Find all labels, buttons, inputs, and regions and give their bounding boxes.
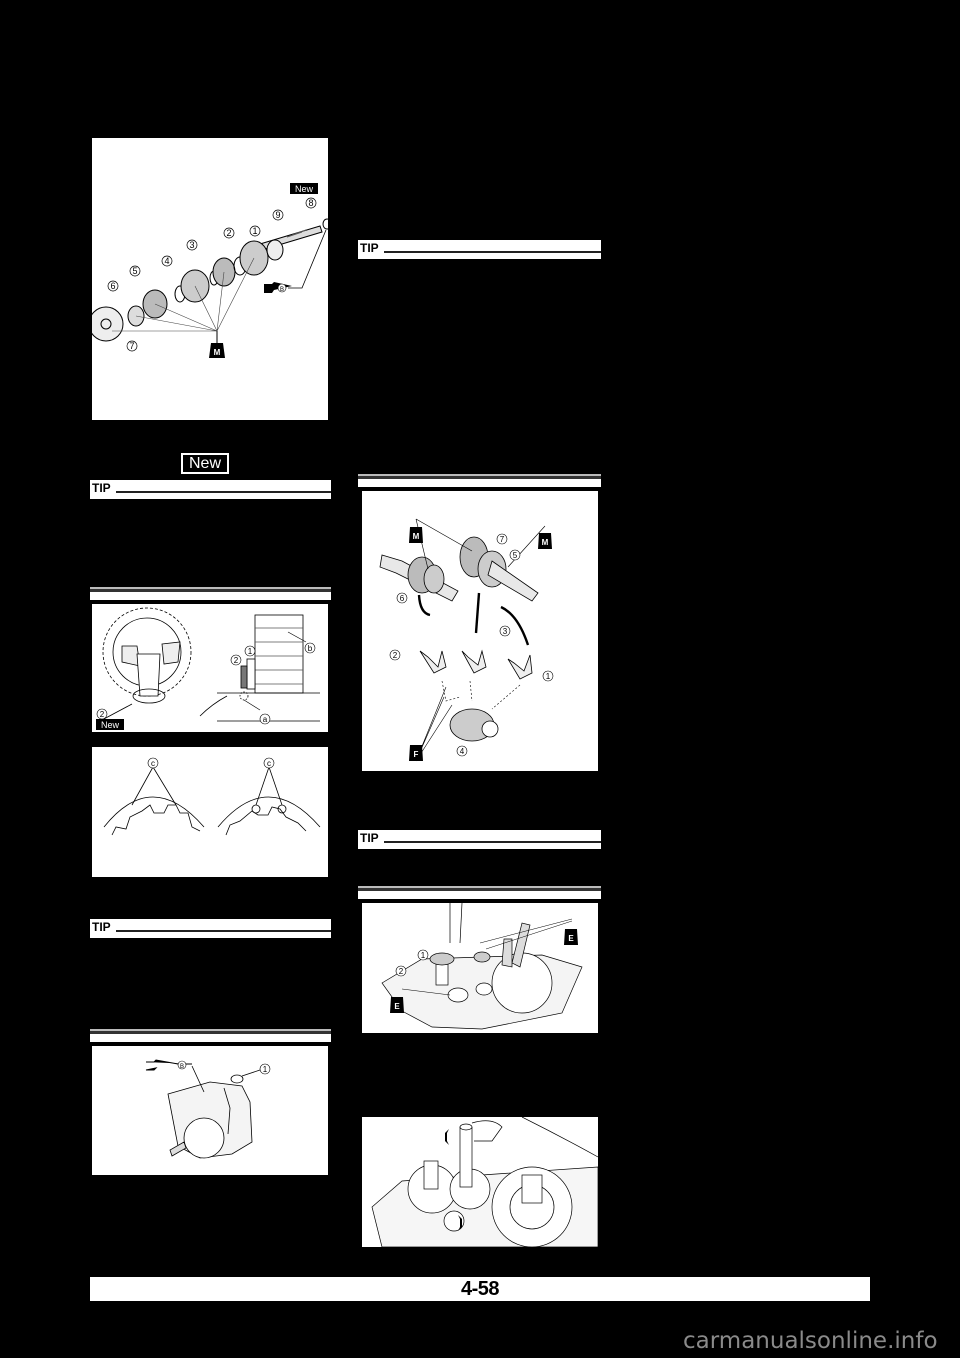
svg-text:1: 1 — [252, 226, 258, 236]
lube-b-icon — [146, 1060, 192, 1070]
figure-crankcase-oil-seal — [92, 1046, 328, 1175]
section-divider — [358, 886, 601, 899]
svg-text:2: 2 — [392, 651, 398, 660]
svg-text:b: b — [307, 644, 313, 653]
watermark-link[interactable]: carmanualsonline.info — [683, 1328, 938, 1354]
svg-text:c: c — [267, 759, 271, 768]
figure-transmission-shaft-exploded — [92, 138, 328, 420]
callout-1 — [543, 671, 553, 681]
tip-rule — [384, 251, 601, 253]
lube-m-icon — [209, 343, 225, 358]
svg-text:5: 5 — [132, 266, 138, 276]
callout-6 — [397, 593, 407, 603]
svg-text:5: 5 — [512, 551, 518, 560]
svg-text:8: 8 — [308, 198, 314, 208]
tip-box-left-2 — [90, 919, 331, 938]
lube-e-icon — [564, 929, 578, 945]
svg-text:6: 6 — [110, 281, 116, 291]
callout-2 — [97, 709, 107, 719]
callout-1 — [245, 646, 255, 656]
shift-forks-illustration — [362, 491, 598, 771]
svg-text:3: 3 — [189, 240, 195, 250]
svg-text:1: 1 — [247, 647, 253, 656]
transmission-install-illustration — [362, 903, 598, 1033]
svg-text:E: E — [394, 1002, 400, 1011]
callout-3 — [500, 626, 510, 636]
figure-transmission-install — [362, 903, 598, 1033]
lube-m-icon — [409, 527, 423, 543]
callout-4 — [457, 746, 467, 756]
svg-text:2: 2 — [226, 228, 232, 238]
new-badge-icon — [96, 719, 124, 730]
svg-text:3: 3 — [502, 627, 508, 636]
svg-text:1: 1 — [420, 951, 426, 960]
svg-text:7: 7 — [129, 341, 135, 351]
page-footer — [90, 1277, 870, 1301]
tip-label: TIP — [92, 920, 111, 934]
callout-7 — [497, 534, 507, 544]
svg-text:9: 9 — [275, 210, 281, 220]
tip-box-right-2 — [358, 830, 601, 849]
callout-2 — [231, 655, 241, 665]
section-divider — [358, 474, 601, 487]
circlip-illustration — [92, 604, 328, 732]
tip-label: TIP — [360, 831, 379, 845]
svg-text:1: 1 — [545, 672, 551, 681]
spline-alignment-illustration — [92, 747, 328, 877]
figure-circlip-installation — [92, 604, 328, 732]
section-divider — [90, 1029, 331, 1042]
callout-4 — [162, 256, 172, 266]
section-divider — [90, 587, 331, 600]
svg-text:4: 4 — [459, 747, 465, 756]
callout-6 — [108, 281, 118, 291]
shaft-rotation-illustration — [362, 1117, 598, 1247]
svg-text:New: New — [294, 184, 314, 194]
callout-3 — [187, 240, 197, 250]
tip-rule — [384, 841, 601, 843]
svg-text:2: 2 — [233, 656, 239, 665]
svg-text:a: a — [262, 715, 268, 724]
svg-text:M: M — [412, 532, 420, 541]
callout-5 — [130, 266, 140, 276]
callout-5 — [510, 550, 520, 560]
svg-text:E: E — [568, 934, 574, 943]
new-part-symbol — [181, 453, 229, 474]
svg-text:B: B — [279, 287, 285, 293]
callout-a — [260, 714, 270, 724]
callout-c — [148, 758, 158, 768]
svg-text:M: M — [541, 538, 549, 547]
callout-b — [305, 643, 315, 653]
tip-rule — [116, 930, 331, 932]
svg-text:F: F — [413, 750, 419, 759]
callout-8 — [306, 198, 316, 208]
svg-text:6: 6 — [399, 594, 405, 603]
tip-box-right-1 — [358, 240, 601, 259]
svg-text:M: M — [213, 348, 221, 357]
crankcase-illustration — [92, 1046, 328, 1175]
svg-text:2: 2 — [99, 710, 105, 719]
callout-2 — [396, 966, 406, 976]
callout-7 — [127, 341, 137, 351]
tip-rule — [116, 491, 331, 493]
figure-shift-forks-drum — [362, 491, 598, 771]
new-symbol-label: New — [188, 455, 221, 472]
callout-1 — [418, 950, 428, 960]
new-badge-icon — [290, 183, 318, 194]
callout-9 — [273, 210, 283, 220]
lube-f-icon — [409, 745, 423, 761]
svg-text:New: New — [100, 720, 120, 730]
svg-text:B: B — [179, 1064, 185, 1070]
page-number: 4-58 — [460, 1278, 500, 1300]
callout-1 — [250, 226, 260, 236]
svg-text:1: 1 — [262, 1065, 268, 1074]
svg-text:c: c — [151, 759, 155, 768]
callout-2 — [390, 650, 400, 660]
shaft-exploded-illustration — [92, 138, 328, 420]
lube-m-icon — [538, 533, 552, 549]
rotate-arrow-icon — [445, 1129, 449, 1145]
figure-shaft-rotation-check — [362, 1117, 598, 1247]
figure-circlip-alignment — [92, 747, 328, 877]
callout-1 — [260, 1064, 270, 1074]
callout-2 — [224, 228, 234, 238]
svg-text:7: 7 — [499, 535, 505, 544]
lube-b-icon — [264, 282, 292, 293]
callout-c — [264, 758, 274, 768]
tip-label: TIP — [360, 241, 379, 255]
tip-box-left-1 — [90, 480, 331, 499]
lube-e-icon — [390, 997, 404, 1013]
tip-label: TIP — [92, 481, 111, 495]
svg-text:2: 2 — [398, 967, 404, 976]
svg-text:4: 4 — [164, 256, 170, 266]
